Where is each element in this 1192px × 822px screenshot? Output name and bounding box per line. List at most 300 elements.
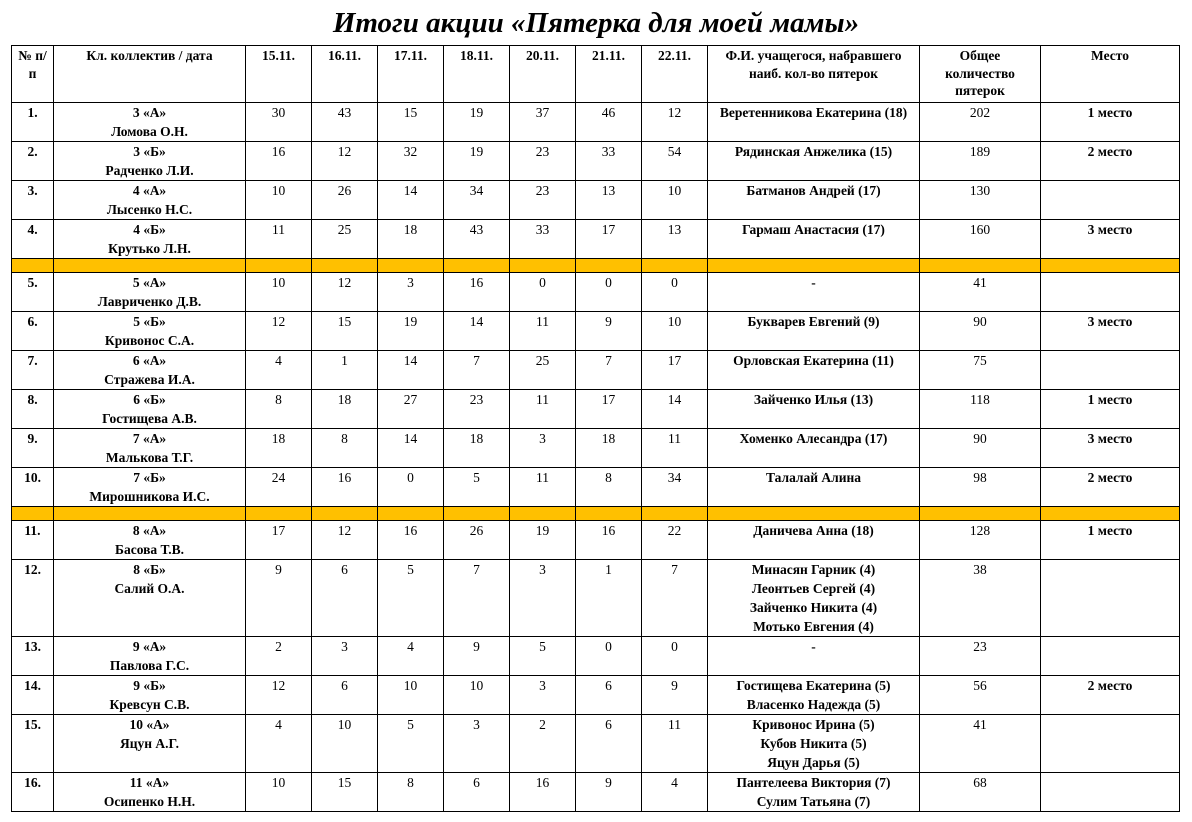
table-row	[12, 141, 1180, 180]
count-cell: 54	[642, 141, 708, 180]
class-name: 9 «Б»	[133, 677, 166, 693]
total-cell: 202	[920, 102, 1041, 141]
student-cell	[708, 428, 920, 467]
row-number: 11.	[12, 520, 54, 559]
row-number: 6.	[12, 311, 54, 350]
table-row	[12, 675, 1180, 714]
place-cell: 1 место	[1041, 389, 1180, 428]
student-cell	[708, 772, 920, 811]
separator-cell	[12, 506, 54, 520]
student-cell	[708, 520, 920, 559]
group-separator	[12, 258, 1180, 272]
header-date: 17.11.	[378, 46, 444, 103]
separator-cell	[246, 258, 312, 272]
table-row	[12, 520, 1180, 559]
student-cell	[708, 180, 920, 219]
separator-cell	[1041, 506, 1180, 520]
separator-cell	[920, 258, 1041, 272]
separator-cell	[54, 258, 246, 272]
separator-cell	[642, 258, 708, 272]
teacher-name: Крутько Л.Н.	[108, 240, 191, 256]
teacher-name: Стражева И.А.	[104, 371, 195, 387]
student-name: Яцун Дарья (5)	[767, 754, 860, 770]
count-cell: 7	[444, 559, 510, 636]
class-name: 10 «А»	[129, 716, 170, 732]
count-cell: 12	[246, 311, 312, 350]
separator-cell	[54, 506, 246, 520]
class-cell	[54, 559, 246, 636]
class-cell	[54, 675, 246, 714]
table-row	[12, 467, 1180, 506]
row-number: 9.	[12, 428, 54, 467]
row-number: 5.	[12, 272, 54, 311]
separator-cell	[708, 258, 920, 272]
count-cell: 7	[642, 559, 708, 636]
header-date: 16.11.	[312, 46, 378, 103]
count-cell: 17	[576, 389, 642, 428]
row-number: 13.	[12, 636, 54, 675]
count-cell: 3	[444, 714, 510, 772]
count-cell: 34	[444, 180, 510, 219]
count-cell: 4	[246, 714, 312, 772]
total-cell: 41	[920, 714, 1041, 772]
class-name: 3 «А»	[132, 104, 167, 120]
student-cell	[708, 467, 920, 506]
count-cell: 13	[642, 219, 708, 258]
header-date: 22.11.	[642, 46, 708, 103]
student-name: Леонтьев Сергей (4)	[751, 580, 876, 596]
separator-cell	[444, 506, 510, 520]
student-cell	[708, 219, 920, 258]
count-cell: 6	[576, 675, 642, 714]
count-cell: 10	[642, 180, 708, 219]
count-cell: 9	[642, 675, 708, 714]
count-cell: 7	[444, 350, 510, 389]
header-student: Ф.И. учащегося, набравшего наиб. кол-во пятерок	[708, 46, 920, 103]
count-cell: 3	[510, 428, 576, 467]
class-name: 5 «Б»	[133, 313, 166, 329]
separator-cell	[378, 258, 444, 272]
count-cell: 5	[444, 467, 510, 506]
count-cell: 3	[312, 636, 378, 675]
separator-cell	[708, 506, 920, 520]
count-cell: 15	[312, 311, 378, 350]
count-cell: 34	[642, 467, 708, 506]
teacher-name: Гостищева А.В.	[102, 410, 197, 426]
separator-cell	[510, 258, 576, 272]
count-cell: 16	[576, 520, 642, 559]
header-num: № п/п	[12, 46, 54, 103]
count-cell: 9	[444, 636, 510, 675]
row-number: 3.	[12, 180, 54, 219]
count-cell: 5	[378, 714, 444, 772]
count-cell: 5	[378, 559, 444, 636]
place-cell: 3 место	[1041, 428, 1180, 467]
place-cell	[1041, 272, 1180, 311]
total-cell: 56	[920, 675, 1041, 714]
student-name: Мотько Евгения (4)	[753, 618, 874, 634]
teacher-name: Лысенко Н.С.	[106, 201, 193, 217]
count-cell: 12	[312, 272, 378, 311]
class-name: 7 «Б»	[133, 469, 166, 485]
header-date: 15.11.	[246, 46, 312, 103]
count-cell: 12	[312, 520, 378, 559]
row-number: 2.	[12, 141, 54, 180]
count-cell: 11	[642, 714, 708, 772]
count-cell: 6	[444, 772, 510, 811]
total-cell: 130	[920, 180, 1041, 219]
header-date: 21.11.	[576, 46, 642, 103]
class-name: 8 «Б»	[133, 561, 166, 577]
class-cell	[54, 714, 246, 772]
count-cell: 3	[510, 559, 576, 636]
count-cell: 8	[312, 428, 378, 467]
count-cell: 32	[378, 141, 444, 180]
count-cell: 2	[246, 636, 312, 675]
student-cell	[708, 636, 920, 675]
student-name: Зайченко Никита (4)	[749, 599, 878, 615]
count-cell: 22	[642, 520, 708, 559]
count-cell: 9	[576, 311, 642, 350]
count-cell: 10	[246, 772, 312, 811]
place-cell	[1041, 772, 1180, 811]
header-date: 18.11.	[444, 46, 510, 103]
student-name: Кривонос Ирина (5)	[752, 716, 875, 732]
table-row	[12, 272, 1180, 311]
separator-cell	[378, 506, 444, 520]
separator-cell	[246, 506, 312, 520]
table-row	[12, 428, 1180, 467]
class-name: 4 «Б»	[133, 221, 166, 237]
count-cell: 4	[246, 350, 312, 389]
place-cell	[1041, 350, 1180, 389]
class-name: 7 «А»	[132, 430, 167, 446]
place-cell	[1041, 636, 1180, 675]
class-cell	[54, 350, 246, 389]
count-cell: 0	[378, 467, 444, 506]
count-cell: 3	[510, 675, 576, 714]
row-number: 12.	[12, 559, 54, 636]
place-cell: 3 место	[1041, 219, 1180, 258]
teacher-name: Осипенко Н.Н.	[103, 793, 196, 809]
count-cell: 43	[444, 219, 510, 258]
header-date: 20.11.	[510, 46, 576, 103]
count-cell: 14	[444, 311, 510, 350]
class-cell	[54, 389, 246, 428]
count-cell: 2	[510, 714, 576, 772]
student-name: Рядинская Анжелика (15)	[734, 143, 893, 159]
row-number: 16.	[12, 772, 54, 811]
count-cell: 11	[510, 467, 576, 506]
count-cell: 19	[510, 520, 576, 559]
count-cell: 0	[642, 636, 708, 675]
count-cell: 9	[246, 559, 312, 636]
teacher-name: Кривонос С.А.	[104, 332, 195, 348]
student-name: -	[811, 274, 816, 290]
separator-cell	[312, 258, 378, 272]
teacher-name: Салий О.А.	[114, 580, 185, 596]
student-name: -	[811, 638, 816, 654]
teacher-name: Радченко Л.И.	[105, 162, 194, 178]
count-cell: 8	[576, 467, 642, 506]
class-name: 6 «А»	[132, 352, 167, 368]
total-cell: 98	[920, 467, 1041, 506]
total-cell: 75	[920, 350, 1041, 389]
row-number: 7.	[12, 350, 54, 389]
class-cell	[54, 520, 246, 559]
count-cell: 17	[576, 219, 642, 258]
count-cell: 16	[510, 772, 576, 811]
teacher-name: Яцун А.Г.	[120, 735, 179, 751]
class-cell	[54, 141, 246, 180]
class-cell	[54, 636, 246, 675]
total-cell: 160	[920, 219, 1041, 258]
total-cell: 90	[920, 428, 1041, 467]
class-name: 5 «А»	[132, 274, 167, 290]
class-name: 3 «Б»	[133, 143, 166, 159]
header-place: Место	[1041, 46, 1180, 103]
total-cell: 128	[920, 520, 1041, 559]
separator-cell	[920, 506, 1041, 520]
header-class: Кл. коллектив / дата	[54, 46, 246, 103]
header-total: Общее количество пятерок	[920, 46, 1041, 103]
place-cell: 1 место	[1041, 520, 1180, 559]
class-cell	[54, 772, 246, 811]
place-cell: 2 место	[1041, 675, 1180, 714]
count-cell: 18	[576, 428, 642, 467]
count-cell: 8	[246, 389, 312, 428]
table-row	[12, 636, 1180, 675]
place-cell: 2 место	[1041, 467, 1180, 506]
table-row	[12, 180, 1180, 219]
student-cell	[708, 559, 920, 636]
row-number: 14.	[12, 675, 54, 714]
count-cell: 19	[378, 311, 444, 350]
table-row	[12, 311, 1180, 350]
count-cell: 11	[246, 219, 312, 258]
total-cell: 189	[920, 141, 1041, 180]
count-cell: 0	[576, 636, 642, 675]
count-cell: 18	[312, 389, 378, 428]
count-cell: 16	[444, 272, 510, 311]
page-title: Итоги акции «Пятерка для моей мамы»	[332, 7, 860, 39]
group-separator	[12, 506, 1180, 520]
place-cell	[1041, 714, 1180, 772]
student-name: Букварев Евгений (9)	[747, 313, 880, 329]
student-cell	[708, 311, 920, 350]
count-cell: 18	[444, 428, 510, 467]
teacher-name: Кревсун С.В.	[109, 696, 190, 712]
teacher-name: Павлова Г.С.	[109, 657, 190, 673]
student-name: Гармаш Анастасия (17)	[742, 221, 885, 237]
table-row	[12, 350, 1180, 389]
count-cell: 16	[246, 141, 312, 180]
count-cell: 37	[510, 102, 576, 141]
count-cell: 23	[444, 389, 510, 428]
count-cell: 6	[576, 714, 642, 772]
count-cell: 17	[642, 350, 708, 389]
separator-cell	[642, 506, 708, 520]
count-cell: 19	[444, 102, 510, 141]
count-cell: 5	[510, 636, 576, 675]
count-cell: 23	[510, 141, 576, 180]
count-cell: 1	[576, 559, 642, 636]
count-cell: 16	[378, 520, 444, 559]
count-cell: 12	[246, 675, 312, 714]
row-number: 8.	[12, 389, 54, 428]
total-cell: 68	[920, 772, 1041, 811]
table-row	[12, 219, 1180, 258]
count-cell: 11	[510, 389, 576, 428]
count-cell: 4	[642, 772, 708, 811]
count-cell: 24	[246, 467, 312, 506]
count-cell: 17	[246, 520, 312, 559]
student-cell	[708, 102, 920, 141]
count-cell: 10	[246, 272, 312, 311]
class-cell	[54, 467, 246, 506]
count-cell: 33	[510, 219, 576, 258]
count-cell: 25	[510, 350, 576, 389]
student-cell	[708, 141, 920, 180]
count-cell: 9	[576, 772, 642, 811]
count-cell: 19	[444, 141, 510, 180]
student-cell	[708, 389, 920, 428]
count-cell: 12	[642, 102, 708, 141]
count-cell: 15	[378, 102, 444, 141]
class-cell	[54, 311, 246, 350]
separator-cell	[1041, 258, 1180, 272]
results-table	[11, 45, 1180, 812]
count-cell: 0	[510, 272, 576, 311]
teacher-name: Ломова О.Н.	[111, 123, 188, 139]
place-cell	[1041, 559, 1180, 636]
count-cell: 4	[378, 636, 444, 675]
count-cell: 26	[312, 180, 378, 219]
count-cell: 6	[312, 675, 378, 714]
class-name: 6 «Б»	[133, 391, 166, 407]
count-cell: 46	[576, 102, 642, 141]
student-name: Пантелеева Виктория (7)	[736, 774, 891, 790]
class-name: 9 «А»	[132, 638, 167, 654]
count-cell: 6	[312, 559, 378, 636]
count-cell: 11	[510, 311, 576, 350]
student-name: Хоменко Алесандра (17)	[739, 430, 888, 446]
student-name: Орловская Екатерина (11)	[733, 352, 894, 368]
table-body	[12, 102, 1180, 811]
count-cell: 14	[378, 428, 444, 467]
count-cell: 1	[312, 350, 378, 389]
teacher-name: Лавриченко Д.В.	[97, 293, 202, 309]
separator-cell	[510, 506, 576, 520]
student-name: Веретенникова Екатерина (18)	[719, 104, 908, 120]
student-cell	[708, 714, 920, 772]
class-cell	[54, 219, 246, 258]
count-cell: 10	[378, 675, 444, 714]
count-cell: 11	[642, 428, 708, 467]
count-cell: 26	[444, 520, 510, 559]
row-number: 1.	[12, 102, 54, 141]
count-cell: 27	[378, 389, 444, 428]
separator-cell	[12, 258, 54, 272]
place-cell	[1041, 180, 1180, 219]
table-row	[12, 714, 1180, 772]
student-cell	[708, 272, 920, 311]
count-cell: 10	[246, 180, 312, 219]
class-name: 4 «А»	[132, 182, 167, 198]
row-number: 4.	[12, 219, 54, 258]
count-cell: 12	[312, 141, 378, 180]
student-name: Сулим Татьяна (7)	[756, 793, 871, 809]
count-cell: 16	[312, 467, 378, 506]
count-cell: 10	[642, 311, 708, 350]
count-cell: 8	[378, 772, 444, 811]
count-cell: 25	[312, 219, 378, 258]
class-name: 8 «А»	[132, 522, 167, 538]
count-cell: 18	[246, 428, 312, 467]
total-cell: 41	[920, 272, 1041, 311]
total-cell: 23	[920, 636, 1041, 675]
count-cell: 0	[642, 272, 708, 311]
table-row	[12, 102, 1180, 141]
count-cell: 10	[444, 675, 510, 714]
student-name: Талалай Алина	[765, 469, 862, 485]
count-cell: 30	[246, 102, 312, 141]
class-cell	[54, 180, 246, 219]
total-cell: 90	[920, 311, 1041, 350]
count-cell: 0	[576, 272, 642, 311]
separator-cell	[576, 258, 642, 272]
teacher-name: Басова Т.В.	[115, 541, 184, 557]
student-name: Минасян Гарник (4)	[751, 561, 876, 577]
student-cell	[708, 675, 920, 714]
table-row	[12, 772, 1180, 811]
separator-cell	[444, 258, 510, 272]
student-name: Даничева Анна (18)	[753, 522, 874, 538]
count-cell: 10	[312, 714, 378, 772]
teacher-name: Мирошникова И.С.	[89, 488, 210, 504]
count-cell: 14	[642, 389, 708, 428]
student-name: Гостищева Екатерина (5)	[736, 677, 891, 693]
count-cell: 15	[312, 772, 378, 811]
class-cell	[54, 272, 246, 311]
count-cell: 14	[378, 350, 444, 389]
place-cell: 1 место	[1041, 102, 1180, 141]
class-cell	[54, 102, 246, 141]
count-cell: 43	[312, 102, 378, 141]
class-name: 11 «А»	[129, 774, 170, 790]
count-cell: 23	[510, 180, 576, 219]
class-cell	[54, 428, 246, 467]
count-cell: 14	[378, 180, 444, 219]
student-name: Кубов Никита (5)	[760, 735, 867, 751]
separator-cell	[576, 506, 642, 520]
table-row	[12, 559, 1180, 636]
count-cell: 3	[378, 272, 444, 311]
separator-cell	[312, 506, 378, 520]
count-cell: 18	[378, 219, 444, 258]
place-cell: 2 место	[1041, 141, 1180, 180]
table-header	[12, 46, 1180, 103]
row-number: 10.	[12, 467, 54, 506]
total-cell: 118	[920, 389, 1041, 428]
student-name: Зайченко Илья (13)	[753, 391, 874, 407]
student-name: Батманов Андрей (17)	[746, 182, 881, 198]
count-cell: 7	[576, 350, 642, 389]
total-cell: 38	[920, 559, 1041, 636]
student-name: Власенко Надежда (5)	[746, 696, 881, 712]
count-cell: 33	[576, 141, 642, 180]
count-cell: 13	[576, 180, 642, 219]
